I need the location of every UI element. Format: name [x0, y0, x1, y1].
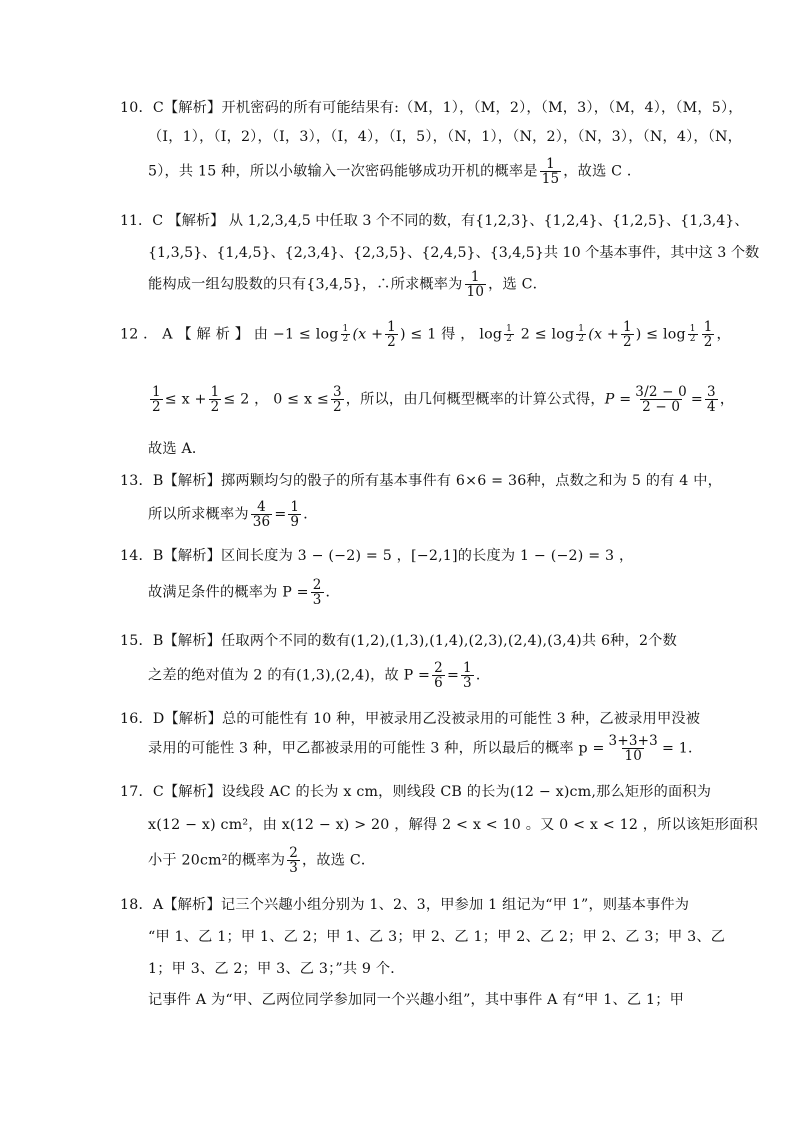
q12-seg: ，	[719, 391, 735, 408]
q12-line-2	[148, 385, 734, 414]
q16-f-num: 3+3+3	[608, 733, 658, 749]
q12-three-halves	[331, 385, 344, 414]
q10-fraction	[540, 157, 562, 186]
q12-h1-num: 1	[387, 319, 396, 335]
q12-seg: ) ≤ 1 得 ， log	[399, 326, 503, 343]
q12-b3-den: 2	[578, 334, 585, 345]
q11-line-1: 11．C 【解析】 从 1,2,3,4,5 中任取 3 个不同的数，有{1,2,3}、{1,2,4}、{1,2,5}、{1,3,4}、	[120, 213, 749, 229]
q12-h4-num: 1	[152, 384, 161, 400]
q18-line-3: 1；甲 3、乙 2；甲 3、乙 3；”共 9 个．	[148, 961, 405, 977]
q14-line-1: 14．B【解析】区间长度为 3 − (−2) = 5 ，[−2,1]的长度为 1 − (−2) = 3 ，	[120, 548, 634, 564]
q12-th-num: 3	[332, 384, 342, 400]
q15-fraction-2	[461, 661, 474, 690]
q12-tq-num: 3	[707, 384, 716, 400]
q16-line-1: 16．D【解析】总的可能性有 10 种，甲被录用乙没被录用的可能性 3 种，乙被录用甲没被	[120, 711, 701, 727]
q12-seg: P =	[604, 391, 632, 408]
q13-f2-num: 1	[290, 499, 300, 515]
q11-frac-den: 10	[466, 284, 485, 301]
q15-text-end: ．	[475, 667, 491, 684]
q12-log-base-2	[504, 325, 514, 345]
q12-half-5	[209, 385, 222, 414]
q13-fraction-2	[288, 500, 301, 529]
q15-line-2	[148, 661, 490, 690]
q17-text-end: ，故选 C．	[301, 852, 376, 869]
q15-fraction-1	[432, 661, 445, 690]
q12-h5-num: 1	[210, 384, 220, 400]
q15-line-1: 15．B【解析】任取两个不同的数有(1,2),(1,3),(1,4),(2,3),(2,4),(3,4)共 6种，2个数	[120, 633, 677, 649]
q10-line-1: 10．C【解析】开机密码的所有可能结果有:（M，1），（M，2），（M，3），（M，4），（M，5），	[120, 100, 743, 116]
q14-text-end: ．	[325, 584, 340, 601]
q12-line-3: 故选 A．	[148, 441, 207, 457]
q17-line-2: x(12 − x) cm²，由 x(12 − x) > 20 ，解得 2 < x < 10 。又 0 < x < 12 ，所以该矩形面积	[148, 817, 758, 833]
q12-half-3	[702, 320, 715, 349]
q17-f-num: 2	[289, 845, 298, 861]
q12-seg: ，	[716, 326, 731, 343]
q12-line-1	[120, 320, 731, 349]
q12-h3-den: 2	[703, 334, 713, 351]
q12-seg: 12 ． A 【 解 析 】 由 −1 ≤ log	[120, 326, 339, 343]
q12-h5-den: 2	[210, 399, 220, 416]
q11-fraction	[465, 270, 487, 299]
q12-seg: =	[690, 391, 704, 408]
q14-line-2	[148, 578, 340, 607]
q16-line-2	[148, 734, 702, 763]
q12-seg: ≤ x +	[164, 391, 207, 408]
q18-line-4: 记事件 A 为“甲、乙两位同学参加同一个兴趣小组”，其中事件 A 有“甲 1、乙 1；甲	[148, 992, 684, 1008]
q14-f-den: 3	[312, 592, 322, 609]
q14-text: 故满足条件的概率为 P =	[148, 584, 309, 601]
q14-f-num: 2	[312, 577, 322, 593]
q12-b1-num: 1	[342, 323, 349, 334]
q17-fraction	[287, 846, 300, 875]
q13-f1-den: 36	[252, 514, 271, 531]
q12-h3-num: 1	[703, 319, 713, 335]
q12-b4-den: 2	[689, 334, 696, 345]
q13-fraction-1	[251, 500, 273, 529]
q12-big-den: 2 − 0	[642, 399, 681, 416]
q12-seg: 2 ≤ log	[516, 326, 575, 343]
q12-seg: (x +	[352, 326, 384, 343]
q17-text: 小于 20cm²的概率为	[148, 852, 286, 869]
q12-log-base-1	[341, 325, 351, 345]
q12-b4-num: 1	[689, 323, 696, 334]
q14-fraction	[311, 578, 324, 607]
q15-text: 之差的绝对值为 2 的有(1,3),(2,4)，故 P =	[148, 667, 431, 684]
q12-h4-den: 2	[152, 399, 161, 416]
q17-line-3	[148, 846, 375, 875]
q11-frac-num: 1	[470, 269, 480, 285]
q18-line-1: 18．A【解析】记三个兴趣小组分别为 1、2、3，甲参加 1 组记为“甲 1”，则基本事件为	[120, 897, 690, 913]
q11-text: 能构成一组勾股数的只有{3,4,5}，∴所求概率为	[148, 276, 463, 293]
q12-seg: ) ≤ log	[635, 326, 686, 343]
q15-f2-den: 3	[463, 675, 472, 692]
q13-text-end: ．	[303, 506, 318, 523]
q12-b3-num: 1	[578, 323, 585, 334]
q10-frac-den: 15	[541, 171, 560, 188]
q12-h2-num: 1	[622, 319, 632, 335]
q16-text: 录用的可能性 3 种，甲乙都被录用的可能性 3 种，所以最后的概率 p =	[148, 740, 605, 757]
q12-half-4	[150, 385, 163, 414]
q13-line-1: 13．B【解析】掷两颗均匀的骰子的所有基本事件有 6×6 = 36种，点数之和为 5 的有 4 中，	[120, 473, 722, 489]
q11-line-2: {1,3,5}、{1,4,5}、{2,3,4}、{2,3,5}、{2,4,5}、{3,4,5}共 10 个基本事件，其中这 3 个数	[148, 245, 760, 261]
q15-f1-num: 2	[434, 660, 443, 676]
q12-tq-den: 4	[707, 399, 716, 416]
q12-big-num: 3/2 − 0	[635, 384, 687, 400]
q12-b1-den: 2	[342, 334, 349, 345]
q12-log-base-3	[576, 325, 586, 345]
q10-line-2: （I，1），（I，2），（I，3），（I，4），（I，5），（N，1），（N，2），（N，3），（N，4），（N，	[148, 129, 743, 145]
q15-f1-den: 6	[434, 675, 443, 692]
q12-seg: ≤ 2 ， 0 ≤ x ≤	[223, 391, 329, 408]
q17-f-den: 3	[289, 860, 298, 877]
q12-b2-num: 1	[506, 323, 513, 334]
q12-log-base-4	[688, 325, 698, 345]
q10-text: 5），共 15 种，所以小敏输入一次密码能够成功开机的概率是	[148, 163, 538, 180]
q12-seg: (x +	[588, 326, 619, 343]
q11-text-end: ，选 C．	[488, 276, 548, 293]
q13-f2-den: 9	[290, 514, 300, 531]
q12-big-fraction	[633, 385, 689, 414]
q13-line-2	[148, 500, 318, 529]
q12-half-2	[621, 320, 634, 349]
q12-b2-den: 2	[506, 334, 513, 345]
q12-h1-den: 2	[387, 334, 396, 351]
q12-three-quarters	[705, 385, 718, 414]
q16-fraction	[607, 734, 660, 763]
q12-half-1	[385, 320, 398, 349]
q12-seg: ，所以，由几何概型概率的计算公式得，	[345, 391, 605, 408]
q13-eq: =	[274, 506, 287, 523]
q10-line-3	[148, 157, 641, 186]
q18-line-2: “甲 1、乙 1；甲 1、乙 2；甲 1、乙 3；甲 2、乙 1；甲 2、乙 2；甲 2、乙 3；甲 3、乙	[148, 929, 726, 945]
q13-text: 所以所求概率为	[148, 506, 249, 523]
q16-text-end: = 1．	[661, 740, 703, 757]
q16-f-den: 10	[624, 748, 643, 765]
q12-th-den: 2	[332, 399, 342, 416]
q11-line-3	[148, 270, 547, 299]
q15-eq: =	[446, 667, 460, 684]
q15-f2-num: 1	[463, 660, 472, 676]
q12-h2-den: 2	[622, 334, 632, 351]
q10-frac-num: 1	[546, 156, 555, 172]
q17-line-1: 17．C【解析】设线段 AC 的长为 x cm，则线段 CB 的长为(12 − x)cm,那么矩形的面积为	[120, 784, 712, 800]
q10-text-end: ，故选 C ．	[563, 163, 642, 180]
q13-f1-num: 4	[257, 499, 266, 515]
